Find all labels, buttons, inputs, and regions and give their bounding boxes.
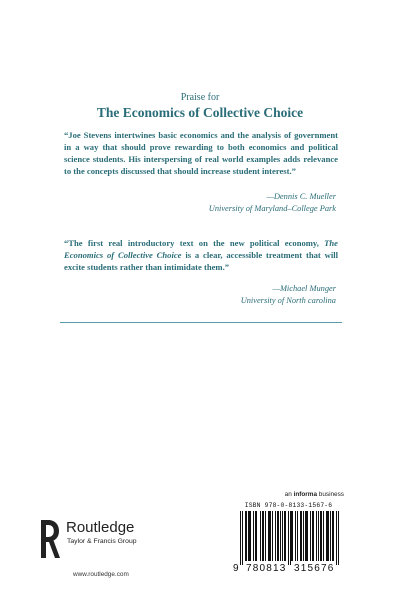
barcode-bar <box>321 511 322 561</box>
barcode-bar <box>333 511 334 561</box>
barcode-bar <box>336 511 337 565</box>
barcode-bar <box>310 511 311 561</box>
barcode-bar <box>256 511 257 561</box>
barcode-bar <box>312 511 313 561</box>
barcode-bar <box>255 511 256 561</box>
barcode-digit-first: 9 <box>233 563 239 574</box>
barcode-bar <box>330 511 331 561</box>
book-title: The Economics of Collective Choice <box>96 105 304 120</box>
quote-1-affiliation: University of Maryland–College Park <box>208 204 336 213</box>
barcode-bar <box>332 511 333 561</box>
barcode-digits-left: 780813 <box>246 563 287 574</box>
barcode-bar <box>305 511 306 561</box>
barcode-bar <box>288 511 289 565</box>
barcode-bar <box>260 511 261 561</box>
informa-business-label <box>285 491 344 498</box>
barcode-bar <box>270 511 271 561</box>
barcode-bar <box>297 511 298 561</box>
barcode-bar <box>291 511 292 561</box>
barcode-bar <box>300 511 301 561</box>
barcode-bar <box>285 511 286 561</box>
barcode-bar <box>249 511 250 561</box>
quote-2-text <box>64 238 338 274</box>
barcode-bar <box>282 511 283 561</box>
publisher-name: Routledge <box>66 519 135 536</box>
isbn-label: ISBN 978-0-8133-1567-6 <box>244 502 333 509</box>
barcode-bar <box>280 511 281 561</box>
quote-2-author: —Michael Munger <box>272 284 336 293</box>
barcode-bar <box>320 511 321 561</box>
barcode-bar <box>306 511 307 561</box>
barcode-bar <box>278 511 279 561</box>
barcode-bar <box>245 511 246 561</box>
barcode-bar <box>295 511 296 561</box>
quote-2-text-start: “The first real introductory text on the new political economy, <box>64 238 325 248</box>
barcode-bar <box>242 511 243 565</box>
barcode-bar <box>307 511 308 561</box>
barcode-bar <box>269 511 270 561</box>
quote-1-author: —Dennis C. Mueller <box>266 192 336 201</box>
barcode-bar <box>248 511 249 561</box>
barcode-bar <box>265 511 266 561</box>
barcode-bar <box>240 511 241 565</box>
barcode-bar <box>338 511 339 565</box>
quote-2-affiliation: University of North carolina <box>240 296 336 305</box>
barcode-bar <box>290 511 291 565</box>
barcode-bar <box>328 511 329 561</box>
barcode-bar <box>272 511 273 561</box>
barcode-bar <box>250 511 251 561</box>
barcode-bar <box>284 511 285 561</box>
quote-1-attribution <box>209 191 336 215</box>
barcode-bar <box>253 511 254 561</box>
barcode-bar <box>313 511 314 561</box>
barcode-bar <box>318 511 319 561</box>
informa-brand: informa <box>293 491 317 498</box>
barcode-bar <box>246 511 247 561</box>
quote-2-book-title: The Economics of Collective Choice <box>64 238 338 260</box>
quote-2-text-end: is a clear, accessible treatment that will excite students rather than intimidate them.” <box>64 249 338 272</box>
barcode-bar <box>316 511 317 561</box>
routledge-r-logo-icon <box>37 518 61 560</box>
barcode-bar <box>277 511 278 561</box>
quote-1-text: “Joe Stevens intertwines basic economics and the analysis of government in a way that should prove rewarding to both economics and political science students. His interspersing of real world examples adds relevance to the concepts discussed that should increase student interest.” <box>64 130 338 176</box>
barcode-bars <box>232 511 345 565</box>
section-divider <box>60 322 342 323</box>
barcode-bar <box>262 511 263 561</box>
barcode-bar <box>323 511 324 561</box>
barcode-bar <box>326 511 327 561</box>
barcode-digits-right: 315676 <box>294 563 335 574</box>
publisher-group: Taylor & Francis Group <box>67 538 137 545</box>
barcode-bar <box>327 511 328 561</box>
isbn-barcode <box>232 499 345 577</box>
quote-2-attribution <box>241 283 336 307</box>
barcode-bar <box>275 511 276 561</box>
barcode-bar <box>268 511 269 561</box>
barcode-bar <box>303 511 304 561</box>
informa-prefix: an <box>284 491 294 498</box>
barcode-bar <box>263 511 264 561</box>
publisher-website[interactable]: www.routledge.com <box>73 571 129 578</box>
praise-label: Praise for <box>180 92 220 103</box>
informa-suffix: business <box>317 491 344 498</box>
barcode-bar <box>292 511 293 561</box>
barcode-bar <box>301 511 302 561</box>
